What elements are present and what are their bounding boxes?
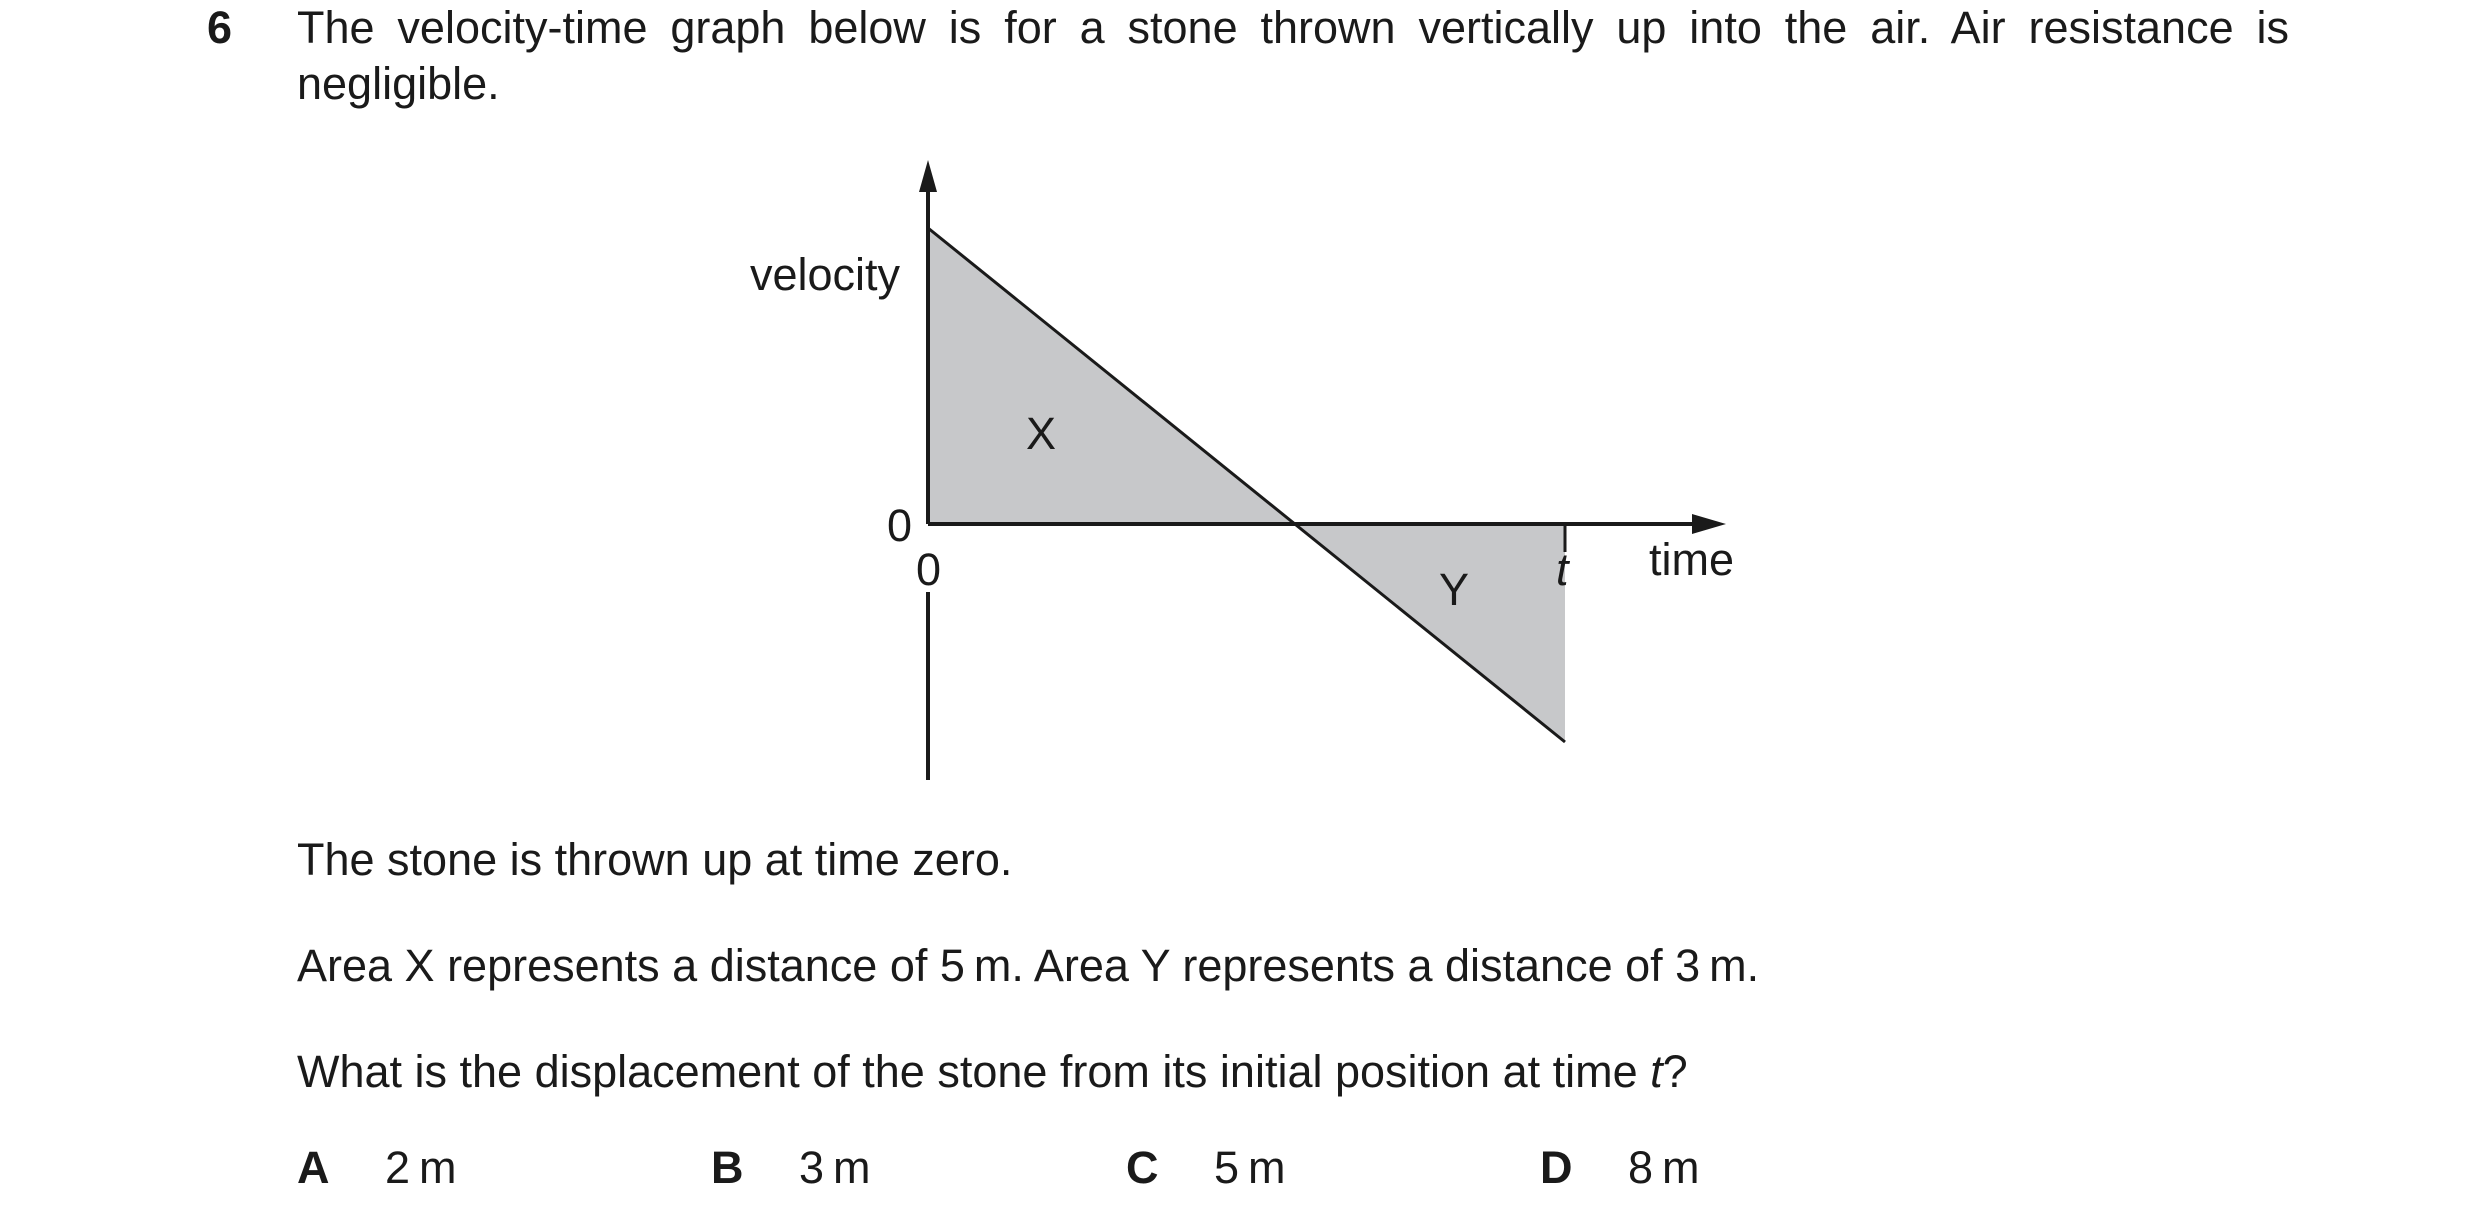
paragraph-question xyxy=(297,1044,1688,1100)
t-label: t xyxy=(1556,544,1569,595)
option-letter: A xyxy=(297,1142,330,1193)
option-letter: D xyxy=(1540,1142,1573,1193)
option-b[interactable] xyxy=(711,1140,871,1196)
question-stem: The velocity-time graph below is for a stone thrown vertically up into the air. Air resistance is negligible. xyxy=(297,2,2289,109)
time-variable: t xyxy=(1650,1046,1663,1097)
paragraph-areas: Area X represents a distance of 5 m. Area Y represents a distance of 3 m. xyxy=(297,940,1760,991)
option-letter: B xyxy=(711,1142,744,1193)
x-zero-label: 0 xyxy=(916,544,942,595)
option-a[interactable] xyxy=(297,1140,457,1196)
option-value: 5 m xyxy=(1214,1142,1286,1193)
question-mark: ? xyxy=(1662,1046,1688,1097)
option-letter: C xyxy=(1126,1142,1159,1193)
x-axis-label: time xyxy=(1649,534,1735,585)
option-value: 3 m xyxy=(799,1142,871,1193)
option-value: 2 m xyxy=(385,1142,457,1193)
question-text: What is the displacement of the stone from its initial position at time xyxy=(297,1046,1651,1097)
question-number: 6 xyxy=(207,2,233,53)
option-d[interactable] xyxy=(1540,1140,1700,1196)
y-zero-label: 0 xyxy=(887,500,913,551)
y-axis-arrowhead xyxy=(919,160,937,192)
y-axis-label: velocity xyxy=(750,249,901,300)
x-axis-arrowhead xyxy=(1692,514,1726,534)
paragraph-thrown-time: The stone is thrown up at time zero. xyxy=(297,834,1013,885)
option-c[interactable] xyxy=(1126,1140,1286,1196)
area-y-label: Y xyxy=(1439,564,1470,615)
area-x-label: X xyxy=(1026,408,1057,459)
option-value: 8 m xyxy=(1628,1142,1700,1193)
